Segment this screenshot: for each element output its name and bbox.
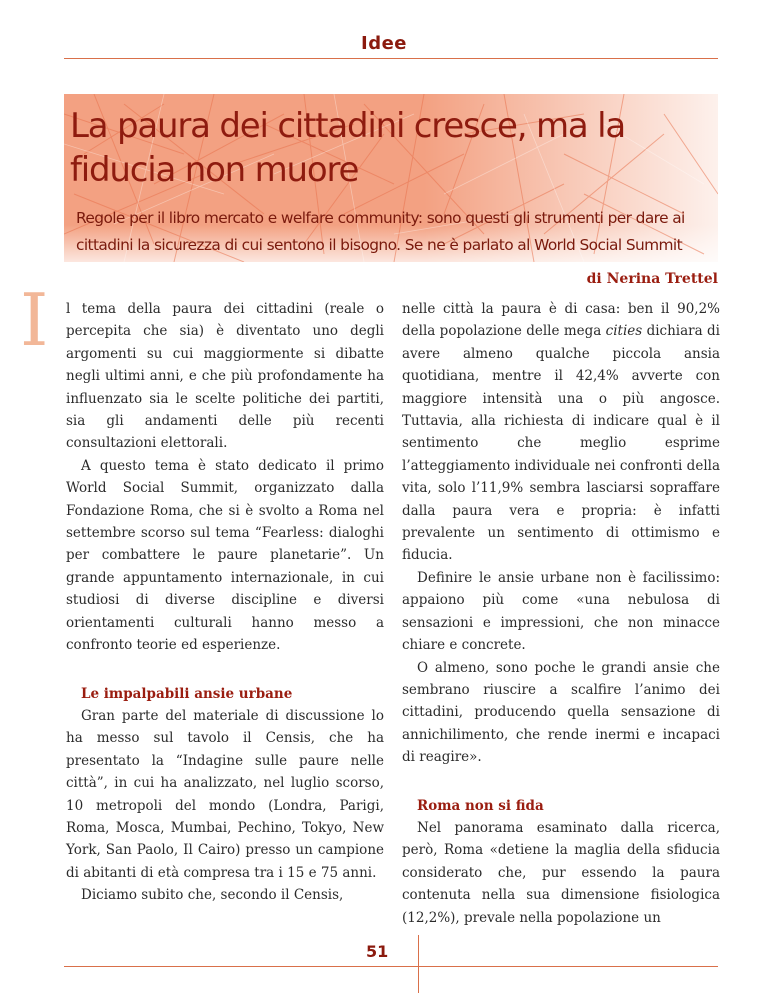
top-rule (64, 58, 718, 59)
drop-cap: I (20, 278, 49, 362)
page-number: 51 (366, 942, 389, 961)
right-paragraph-1: nelle città la paura è di casa: ben il 90,2% della popolazione delle mega cities dichiara di avere almeno qualche piccola ansia quotidiana, mentre il 42,4% avverte con maggiore intensità una o più angosce. Tuttavia, alla richiesta di indicare qual è il sentimento che meglio esprime l’atteggiamento individuale nei confronti della vita, solo l’11,9% sembra lasciarsi sopraffare dalla paura vera e propria: è infatti prevalente un sentimento di ottimismo e fiducia. (402, 301, 720, 564)
left-paragraph-3: Gran parte del materiale di discussione lo ha messo sul tavolo il Censis, che ha presentato la “Indagine sulle paure nelle città”, in cui ha analizzato, nel luglio scorso, 10 metropoli del mondo (Londra, Parigi, Roma, Mosca, Mumbai, Pechino, Tokyo, New York, San Paolo, Il Cairo) presso un campione di abitanti di età compresa tra i 15 e 75 anni. (66, 707, 384, 881)
article-title: La paura dei cittadini cresce, ma la fiducia non muore (70, 106, 626, 190)
left-column (66, 298, 384, 907)
left-paragraph-1: l tema della paura dei cittadini (reale o percepita che sia) è diventato uno degli argomenti su cui maggiormente si dibatte negli ultimi anni, e che più profondamente ha influenzato sia le scelte politiche dei partiti, sia gli andamenti delle più recenti consultazioni elettorali. (66, 301, 384, 452)
right-paragraph-4: Nel panorama esaminato dalla ricerca, però, Roma «detiene la maglia della sfiducia considerato che, pur essendo la paura contenuta nella sua dimensione fisiologica (12,2%), prevale nella popolazione un (402, 819, 720, 926)
byline: di Nerina Trettel (586, 271, 718, 287)
page-number-divider (418, 935, 419, 993)
section-heading-2: Roma non si fida (417, 797, 544, 814)
left-paragraph-4: Diciamo subito che, secondo il Censis, (81, 887, 344, 904)
right-paragraph-2: Definire le ansie urbane non è facilissimo: appaiono più come «una nebulosa di sensazioni e impressioni, che non minacce chiare e concrete. (402, 569, 720, 654)
section-heading-1: Le impalpabili ansie urbane (81, 685, 293, 702)
left-paragraph-2: A questo tema è stato dedicato il primo World Social Summit, organizzato dalla Fondazione Roma, che si è svolto a Roma nel settembre scorso sul tema “Fearless: dialoghi per combattere le paure planetarie”. Un grande appuntamento internazionale, in cui studiosi di diverse discipline e diversi orientamenti culturali hanno messo a confronto teorie ed esperienze. (66, 457, 384, 654)
bottom-rule (64, 966, 718, 967)
section-label: Idee (361, 33, 407, 54)
right-paragraph-3: O almeno, sono poche le grandi ansie che sembrano riuscire a scalfire l’animo dei cittadini, producendo quella sensazione di annichilimento, che rende inermi e incapaci di reagire». (402, 659, 720, 766)
right-column (402, 298, 720, 929)
article-subtitle: Regole per il libro mercato e welfare community: sono questi gli strumenti per dare ai cittadini la sicurezza di cui sentono il bisogno. Se ne è parlato al World Social Summit (76, 209, 685, 254)
